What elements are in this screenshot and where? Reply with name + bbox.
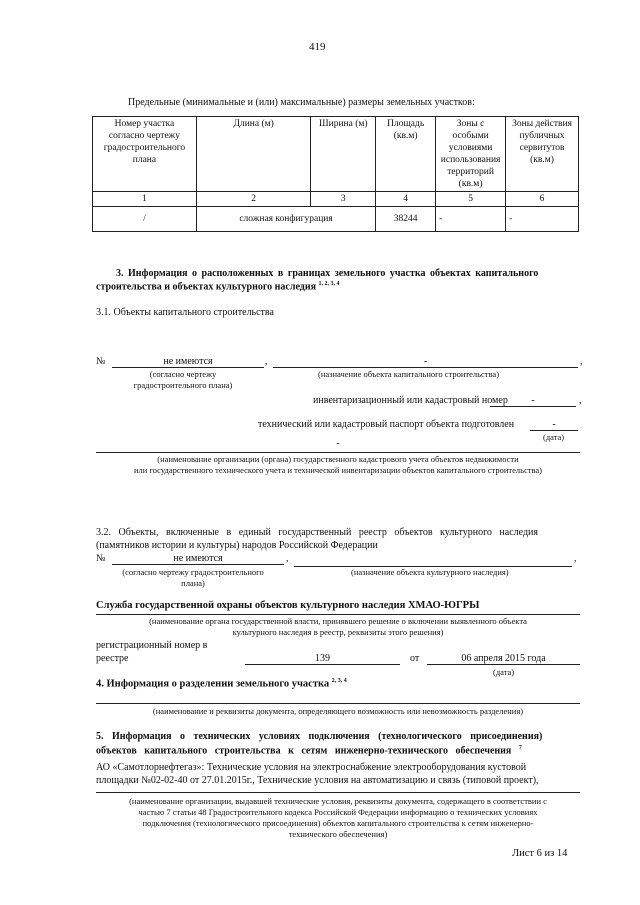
plot-size-table: [92, 116, 579, 232]
section5-heading-line2: [96, 745, 522, 756]
caption-object-name: (назначение объекта капитального строительства): [318, 369, 500, 379]
section3-heading-line1: 3. Информация о расположенных в границах земельного участка объектах капитального: [116, 268, 539, 279]
registration-number: 139: [245, 653, 400, 665]
org-underline: [96, 452, 580, 453]
heritage-caption-name: (назначение объекта культурного наследия): [351, 567, 509, 577]
section4-heading: [96, 678, 347, 690]
section5-underline: [96, 792, 580, 793]
sheet-footer: Лист 6 из 14: [512, 848, 568, 859]
header-servitudes: Зоны действия публичных сервитутов (кв.м): [506, 117, 579, 192]
section4-heading-text: 4. Информация о разделении земельного участка: [96, 678, 330, 690]
section5-heading-line1: 5. Информация о технических условиях подключения (технологического присоединения): [96, 731, 543, 742]
object-number-value: не имеются: [112, 356, 264, 368]
footnote-ref: 1, 2, 3, 4: [318, 281, 340, 287]
caption-plan: (согласно чертежу градостроительного плана): [133, 369, 233, 390]
footnote-ref: 7: [518, 745, 522, 751]
comma: ,: [265, 356, 268, 367]
comma: ,: [580, 356, 583, 367]
org-value: -: [336, 438, 340, 449]
section31-title: 3.1. Объекты капитального строительства: [96, 307, 274, 318]
section32-heading-line1: 3.2. Объекты, включенные в единый государственный реестр объектов культурного наследия: [96, 527, 538, 538]
inventory-label: инвентаризационный или кадастровый номер: [313, 395, 508, 406]
authority-underline: [96, 614, 580, 615]
object-number-label: №: [96, 356, 106, 367]
section5-caption-line4: технического обеспечения): [288, 829, 388, 839]
registration-date-caption: (дата): [493, 667, 515, 677]
registration-from-label: от: [410, 653, 420, 664]
registration-label-line1: регистрационный номер в: [96, 640, 208, 651]
registration-date: 06 апреля 2015 года: [427, 653, 580, 665]
authority-name: Служба государственной охраны объектов культурного наследия ХМАО-ЮГРЫ: [96, 600, 480, 611]
comma: ,: [286, 553, 289, 564]
footnote-ref: 2, 3, 4: [331, 678, 347, 684]
cell-plot: /: [93, 207, 197, 232]
header-width: Ширина (м): [311, 117, 376, 192]
section32-heading-line2: (памятников истории и культуры) народов Российской Федерации: [96, 540, 378, 551]
col-number: 3: [311, 192, 376, 207]
section5-body-line2: площадки №02-02-40 от 27.01.2015г., Технические условия на автоматизацию и связь (типовой проект),: [96, 775, 539, 786]
authority-caption-line1: (наименование органа государственной власти, принявшего решение о включении выявленного объекта: [149, 616, 527, 626]
cell-zones: -: [436, 207, 506, 232]
col-number: 4: [376, 192, 436, 207]
passport-value: -: [530, 419, 578, 431]
section5-body-line1: АО «Самотлорнефтегаз»: Технические условия на электроснабжение электрооборудования кустовой: [96, 762, 527, 773]
section4-caption: (наименование и реквизиты документа, определяющего возможность или невозможность разделения): [152, 706, 524, 716]
section3-heading-text: строительства и объектах культурного наследия: [96, 281, 317, 293]
header-length: Длина (м): [196, 117, 310, 192]
heritage-caption-plan: (согласно чертежу градостроительного плана): [122, 567, 264, 588]
col-number: 1: [93, 192, 197, 207]
org-caption-line1: (наименование организации (органа) государственного кадастрового учета объектов недвижимости: [157, 454, 519, 464]
registration-label-line2: реестре: [96, 653, 129, 664]
section5-heading-text: объектов капитального строительства к сетям инженерно-технического обеспечения: [96, 745, 512, 757]
table-row: [93, 207, 579, 232]
section5-caption-line3: подключения (технологического присоединения) объектов капитального строительства к сетям инженерно-: [142, 818, 534, 828]
cell-config: сложная конфигурация: [196, 207, 375, 232]
passport-date-caption: (дата): [543, 432, 565, 442]
heritage-number-label: №: [96, 553, 106, 564]
object-name-value: -: [273, 356, 578, 368]
cell-servitudes: -: [506, 207, 579, 232]
section3-heading-line2: [96, 281, 340, 292]
col-number: 5: [436, 192, 506, 207]
authority-caption-line2: культурного наследия в реестр, реквизиты этого решения): [232, 627, 444, 637]
comma: ,: [574, 553, 577, 564]
inventory-value: -: [490, 395, 576, 407]
org-caption-line2: или государственного технического учета и технической инвентаризации объектов капитального строительства): [133, 465, 542, 475]
passport-label: технический или кадастровый паспорт объекта подготовлен: [258, 419, 515, 430]
table-header-row: [93, 117, 579, 192]
section4-underline: [96, 703, 580, 704]
cell-area: 38244: [376, 207, 436, 232]
comma: ,: [579, 395, 582, 406]
heritage-number-value: не имеются: [112, 553, 284, 565]
page-number: 419: [309, 41, 326, 53]
table-caption: Предельные (минимальные и (или) максимальные) размеры земельных участков:: [128, 97, 475, 108]
col-number: 6: [506, 192, 579, 207]
header-area: Площадь (кв.м): [376, 117, 436, 192]
header-plot: Номер участка согласно чертежу градостроительного плана: [93, 117, 197, 192]
table-number-row: [93, 192, 579, 207]
section5-caption-line2: частью 7 статьи 48 Градостроительного кодекса Российской Федерации информацию о технических условиях: [138, 807, 538, 817]
col-number: 2: [196, 192, 310, 207]
header-zones: Зоны с особыми условиями использования территорий (кв.м): [436, 117, 506, 192]
section5-caption-line1: (наименование организации, выдавшей технические условия, реквизиты документа, содержащего в соответствии с: [129, 796, 547, 806]
